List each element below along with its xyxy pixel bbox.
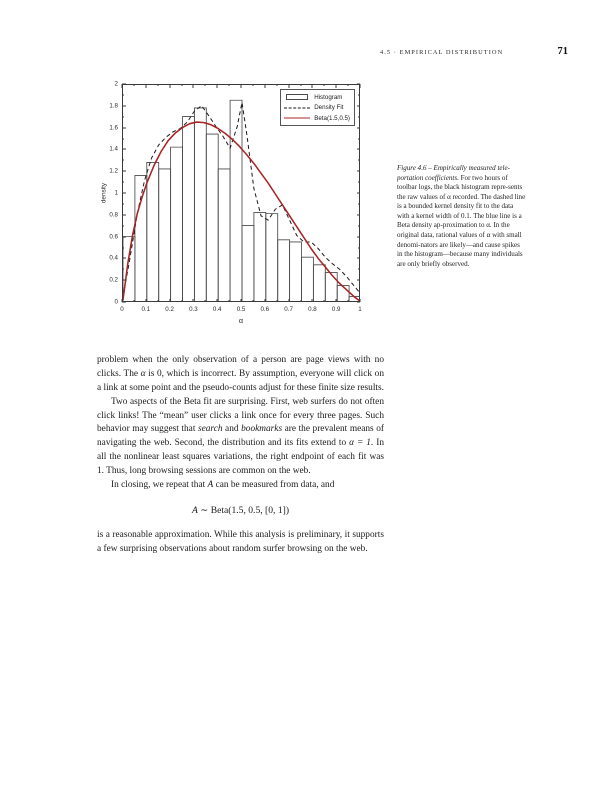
y-tick-mark (357, 171, 361, 172)
y-tick-mark-minor (122, 94, 124, 95)
x-tick-mark-minor (324, 84, 325, 86)
p2-text-b: and (222, 424, 242, 435)
p2-text-a: Two aspects of the Beta fit are surprising. First, web surfers do not often click links! The “mean” user clicks a link once for every three pages. Such behavior may suggest that (97, 396, 384, 435)
x-axis-label: α (238, 316, 244, 325)
paragraph-3 (97, 479, 384, 493)
x-tick-mark-minor (276, 300, 277, 302)
y-tick-mark (122, 280, 126, 281)
x-tick-mark-minor (133, 84, 134, 86)
x-tick-mark-minor (205, 84, 206, 86)
x-tick-mark-minor (300, 84, 301, 86)
y-tick-mark (357, 214, 361, 215)
x-tick-mark-minor (348, 84, 349, 86)
paragraph-2 (97, 396, 384, 479)
y-tick-mark-minor (358, 269, 360, 270)
p1-text-b: is 0, which is incorrect. By assumption, everyone will click on a link at some point and the pseudo-counts adjust for these finite size results. (97, 368, 384, 393)
p3-variable-a: A (207, 479, 214, 490)
legend-item-density-fit (284, 104, 350, 112)
y-tick-label: 1 (114, 189, 118, 197)
y-tick-mark-minor (358, 94, 360, 95)
y-tick-mark (122, 84, 126, 85)
y-tick-label: 1.2 (109, 167, 118, 175)
y-tick-label: 0 (114, 298, 118, 306)
y-tick-mark-minor (122, 269, 124, 270)
y-tick-mark (357, 280, 361, 281)
y-tick-mark-minor (358, 182, 360, 183)
x-tick-mark (169, 299, 170, 303)
x-tick-mark-minor (300, 300, 301, 302)
legend-key-solid-line-icon (284, 114, 310, 122)
y-tick-mark (357, 127, 361, 128)
x-tick-mark (288, 84, 289, 88)
legend-item-histogram (284, 93, 350, 101)
p2-emphasis-search: search (197, 424, 223, 435)
x-tick-label: 0 (120, 306, 124, 313)
body-text (97, 354, 384, 557)
y-tick-mark-minor (122, 203, 124, 204)
x-tick-mark-minor (181, 300, 182, 302)
x-tick-label: 0.4 (212, 306, 222, 313)
y-tick-mark-minor (122, 116, 124, 117)
x-tick-mark (169, 84, 170, 88)
y-tick-label: 2 (114, 80, 118, 88)
y-tick-mark (122, 193, 126, 194)
legend-label-histogram: Histogram (314, 93, 343, 101)
y-tick-mark (357, 236, 361, 237)
x-tick-mark-minor (157, 300, 158, 302)
x-tick-mark (360, 84, 361, 88)
p3-text-a: In closing, we repeat that (111, 479, 208, 490)
y-tick-mark (122, 171, 126, 172)
x-tick-mark (241, 299, 242, 303)
y-tick-mark (357, 105, 361, 106)
paragraph-4 (97, 529, 384, 557)
chart-legend (280, 89, 355, 126)
x-tick-mark-minor (181, 84, 182, 86)
page-number: 71 (557, 46, 568, 57)
y-tick-mark-minor (358, 225, 360, 226)
equation-relation: ∼ (197, 504, 211, 516)
y-tick-mark (122, 127, 126, 128)
x-tick-label: 0.9 (331, 306, 341, 313)
y-tick-mark-minor (358, 116, 360, 117)
y-tick-mark-minor (358, 247, 360, 248)
x-tick-mark (241, 84, 242, 88)
figure-4-6 (0, 78, 612, 333)
p3-text-b: can be measured from data, and (213, 479, 335, 490)
y-tick-label: 1.4 (109, 145, 118, 153)
x-tick-mark (360, 299, 361, 303)
x-tick-mark (145, 299, 146, 303)
legend-key-dashed-line-icon (284, 104, 310, 112)
y-tick-mark (357, 193, 361, 194)
display-equation (97, 504, 384, 518)
y-tick-mark (122, 149, 126, 150)
p4-text: is a reasonable approximation. While this analysis is preliminary, it supports a few surprising observations about random surfer browsing on the web. (97, 529, 384, 554)
x-tick-mark-minor (276, 84, 277, 86)
p2-emphasis-bookmarks: bookmarks (241, 424, 283, 435)
x-tick-label: 0.3 (189, 306, 198, 313)
x-tick-label: 0.6 (260, 306, 270, 313)
figure-caption (397, 164, 527, 269)
x-tick-mark-minor (252, 300, 253, 302)
equation-variable: A (191, 504, 198, 516)
x-tick-mark (336, 84, 337, 88)
x-tick-mark (217, 299, 218, 303)
x-tick-label: 0.8 (308, 306, 317, 313)
y-tick-label: 1.6 (109, 124, 118, 132)
legend-label-beta: Beta(1.5,0.5) (314, 114, 350, 122)
x-tick-mark-minor (205, 300, 206, 302)
y-tick-label: 1.8 (109, 102, 118, 110)
y-tick-mark (122, 214, 126, 215)
x-tick-mark-minor (348, 300, 349, 302)
p2-text-c: are the prevalent means of navigating the web. Second, the distribution and its fits extend to (97, 424, 384, 449)
x-tick-mark (312, 299, 313, 303)
x-tick-label: 0.7 (284, 306, 293, 313)
x-tick-mark-minor (252, 84, 253, 86)
x-tick-label: 0.5 (236, 306, 246, 313)
chart-axes (122, 84, 360, 302)
x-tick-mark (122, 299, 123, 303)
y-tick-mark-minor (358, 138, 360, 139)
y-tick-mark (357, 149, 361, 150)
x-tick-mark-minor (157, 84, 158, 86)
y-tick-mark-minor (122, 291, 124, 292)
p1-alpha-symbol: α (140, 368, 146, 379)
y-tick-mark-minor (122, 160, 124, 161)
x-tick-mark (312, 84, 313, 88)
x-tick-mark (288, 299, 289, 303)
y-axis-label: density (100, 182, 108, 204)
y-tick-label: 0.2 (109, 276, 118, 284)
y-tick-mark-minor (358, 291, 360, 292)
y-tick-label: 0.4 (109, 254, 118, 262)
chart-plot-area (98, 78, 383, 328)
x-tick-mark (264, 84, 265, 88)
paragraph-1 (97, 354, 384, 396)
figure-caption-body: For two hours of toolbar logs, the black histogram repre-sents the raw values of α recorded. The dashed line is a bounded kernel density fit to the data with a kernel width of 0.1. The blue line is a Beta density ap-proximation to α. In the original data, rational values of α with small denomi-nators are likely—and cause spikes in the histogram—because many individuals are only briefly observed. (397, 173, 526, 268)
x-tick-mark (264, 299, 265, 303)
x-tick-label: 0.1 (141, 306, 151, 313)
x-tick-label: 0.2 (165, 306, 174, 313)
x-tick-mark-minor (324, 300, 325, 302)
legend-label-density-fit: Density Fit (314, 104, 344, 111)
x-tick-mark-minor (133, 300, 134, 302)
x-tick-mark (122, 84, 123, 88)
y-tick-mark (357, 258, 361, 259)
p2-text-d: . In all the nonlinear least squares variations, the right endpoint of each fit was 1. Thus, long browsing sessions are common on the web. (97, 438, 385, 476)
y-tick-mark-minor (358, 203, 360, 204)
running-head (380, 46, 568, 57)
y-tick-mark-minor (122, 247, 124, 248)
x-tick-mark (145, 84, 146, 88)
y-tick-mark (122, 105, 126, 106)
figure-caption-head: Figure 4.6 – Empirically measured tele-portation coefficients. (397, 164, 510, 182)
legend-item-beta (284, 114, 350, 122)
x-tick-mark-minor (229, 300, 230, 302)
equation-expression: Beta(1.5, 0.5, [0, 1]) (210, 504, 290, 516)
y-tick-label: 0.6 (109, 233, 118, 241)
x-tick-mark-minor (229, 84, 230, 86)
y-tick-mark (122, 236, 126, 237)
x-tick-mark (336, 299, 337, 303)
y-tick-mark-minor (358, 160, 360, 161)
running-head-section: 4.5 · EMPIRICAL DISTRIBUTION (380, 49, 504, 56)
p1-text-a: problem when the only observation of a person are page views with no clicks. The (97, 355, 384, 379)
legend-key-histogram-icon (284, 93, 310, 101)
x-tick-mark (193, 84, 194, 88)
x-tick-label: 1 (358, 306, 362, 313)
y-tick-label: 0.8 (109, 211, 118, 219)
x-tick-mark (193, 299, 194, 303)
y-tick-mark-minor (122, 138, 124, 139)
x-tick-mark (217, 84, 218, 88)
y-tick-mark-minor (122, 225, 124, 226)
y-tick-mark-minor (122, 182, 124, 183)
p2-alpha-equals-one: α = 1 (349, 438, 371, 449)
y-tick-mark (122, 258, 126, 259)
